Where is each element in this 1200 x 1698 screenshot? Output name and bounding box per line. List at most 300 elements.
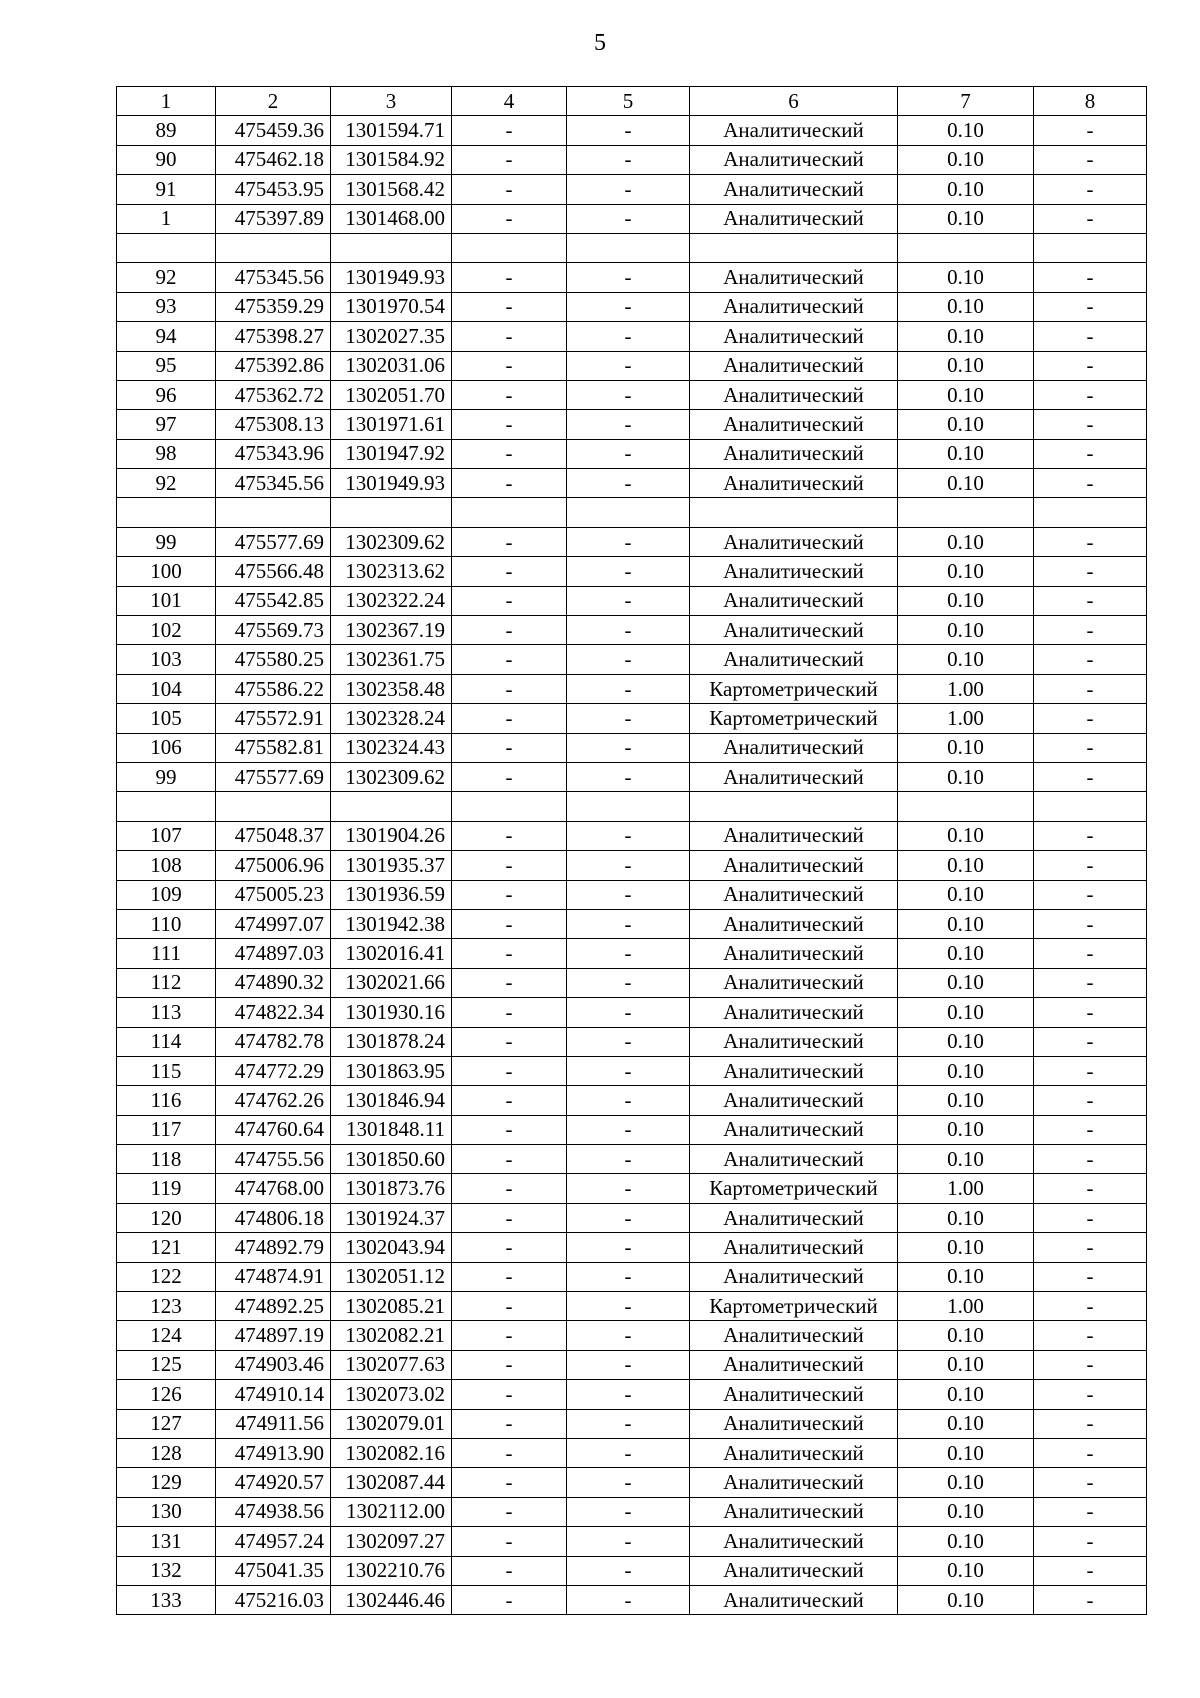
x-coordinate-cell: 475048.37 (216, 821, 331, 850)
col8-cell: - (1034, 1174, 1147, 1203)
col8-cell: - (1034, 1497, 1147, 1526)
method-cell: Аналитический (690, 998, 898, 1027)
x-coordinate-cell: 475216.03 (216, 1585, 331, 1614)
y-coordinate-cell: 1302324.43 (331, 733, 452, 762)
x-coordinate-cell: 475453.95 (216, 175, 331, 204)
table-row (117, 586, 1147, 615)
accuracy-cell: 0.10 (898, 380, 1034, 409)
x-coordinate-cell (216, 498, 331, 527)
col8-cell: - (1034, 145, 1147, 174)
method-cell: Аналитический (690, 322, 898, 351)
col8-cell: - (1034, 1585, 1147, 1614)
col8-cell: - (1034, 527, 1147, 556)
col4-cell: - (452, 1468, 567, 1497)
col4-cell: - (452, 1585, 567, 1614)
method-cell: Аналитический (690, 145, 898, 174)
col4-cell: - (452, 674, 567, 703)
y-coordinate-cell: 1302085.21 (331, 1292, 452, 1321)
x-coordinate-cell: 474938.56 (216, 1497, 331, 1526)
method-cell: Аналитический (690, 380, 898, 409)
x-coordinate-cell: 474760.64 (216, 1115, 331, 1144)
y-coordinate-cell: 1301850.60 (331, 1145, 452, 1174)
y-coordinate-cell (331, 792, 452, 821)
col4-cell: - (452, 469, 567, 498)
col5-cell: - (567, 851, 690, 880)
col8-cell: - (1034, 821, 1147, 850)
col4-cell: - (452, 1174, 567, 1203)
method-cell: Аналитический (690, 1409, 898, 1438)
col5-cell: - (567, 1350, 690, 1379)
accuracy-cell: 1.00 (898, 1174, 1034, 1203)
col8-cell: - (1034, 175, 1147, 204)
point-number-cell: 101 (117, 586, 216, 615)
point-number-cell: 110 (117, 909, 216, 938)
col5-cell: - (567, 762, 690, 791)
x-coordinate-cell: 475569.73 (216, 616, 331, 645)
point-number-cell: 89 (117, 116, 216, 145)
method-cell (690, 792, 898, 821)
accuracy-cell: 0.10 (898, 557, 1034, 586)
col4-cell: - (452, 439, 567, 468)
table-row (117, 527, 1147, 556)
x-coordinate-cell: 475459.36 (216, 116, 331, 145)
y-coordinate-cell: 1302361.75 (331, 645, 452, 674)
col5-cell: - (567, 909, 690, 938)
method-cell: Аналитический (690, 586, 898, 615)
accuracy-cell: 0.10 (898, 821, 1034, 850)
table-row (117, 1409, 1147, 1438)
col4-cell: - (452, 1145, 567, 1174)
method-cell: Аналитический (690, 1115, 898, 1144)
x-coordinate-cell (216, 233, 331, 262)
table-row (117, 498, 1147, 527)
x-coordinate-cell: 474897.03 (216, 939, 331, 968)
col5-cell: - (567, 527, 690, 556)
x-coordinate-cell: 474910.14 (216, 1380, 331, 1409)
header-cell: 6 (690, 87, 898, 116)
col5-cell: - (567, 1585, 690, 1614)
y-coordinate-cell: 1302446.46 (331, 1585, 452, 1614)
table-row (117, 557, 1147, 586)
x-coordinate-cell: 474762.26 (216, 1086, 331, 1115)
y-coordinate-cell: 1301949.93 (331, 263, 452, 292)
col4-cell: - (452, 1527, 567, 1556)
col8-cell: - (1034, 939, 1147, 968)
col8-cell: - (1034, 616, 1147, 645)
point-number-cell (117, 233, 216, 262)
x-coordinate-cell: 475005.23 (216, 880, 331, 909)
table-row (117, 263, 1147, 292)
col4-cell: - (452, 909, 567, 938)
y-coordinate-cell: 1301970.54 (331, 292, 452, 321)
col8-cell: - (1034, 1027, 1147, 1056)
point-number-cell: 123 (117, 1292, 216, 1321)
y-coordinate-cell: 1301468.00 (331, 204, 452, 233)
col4-cell: - (452, 527, 567, 556)
col4-cell: - (452, 557, 567, 586)
x-coordinate-cell: 475359.29 (216, 292, 331, 321)
point-number-cell: 126 (117, 1380, 216, 1409)
x-coordinate-cell: 474957.24 (216, 1527, 331, 1556)
table-row (117, 821, 1147, 850)
col8-cell: - (1034, 586, 1147, 615)
table-row (117, 645, 1147, 674)
col5-cell: - (567, 410, 690, 439)
col5-cell: - (567, 292, 690, 321)
y-coordinate-cell: 1301878.24 (331, 1027, 452, 1056)
point-number-cell: 116 (117, 1086, 216, 1115)
col8-cell: - (1034, 1321, 1147, 1350)
table-row (117, 439, 1147, 468)
method-cell: Аналитический (690, 1556, 898, 1585)
col4-cell: - (452, 1115, 567, 1144)
col5-cell: - (567, 998, 690, 1027)
accuracy-cell: 0.10 (898, 1497, 1034, 1526)
accuracy-cell: 0.10 (898, 1233, 1034, 1262)
col5-cell: - (567, 645, 690, 674)
x-coordinate-cell: 474892.79 (216, 1233, 331, 1262)
accuracy-cell: 0.10 (898, 116, 1034, 145)
col8-cell: - (1034, 1556, 1147, 1585)
accuracy-cell: 0.10 (898, 1585, 1034, 1614)
accuracy-cell (898, 792, 1034, 821)
point-number-cell: 93 (117, 292, 216, 321)
table-row (117, 380, 1147, 409)
x-coordinate-cell: 475577.69 (216, 762, 331, 791)
y-coordinate-cell: 1301594.71 (331, 116, 452, 145)
col8-cell: - (1034, 762, 1147, 791)
accuracy-cell: 0.10 (898, 998, 1034, 1027)
col5-cell: - (567, 1292, 690, 1321)
method-cell: Аналитический (690, 351, 898, 380)
accuracy-cell: 0.10 (898, 292, 1034, 321)
col8-cell: - (1034, 351, 1147, 380)
table-row (117, 1086, 1147, 1115)
col8-cell: - (1034, 116, 1147, 145)
col8-cell: - (1034, 322, 1147, 351)
col5-cell: - (567, 880, 690, 909)
table-row (117, 292, 1147, 321)
col4-cell: - (452, 145, 567, 174)
col8-cell: - (1034, 1350, 1147, 1379)
table-row (117, 1556, 1147, 1585)
col5-cell: - (567, 380, 690, 409)
table-row (117, 410, 1147, 439)
point-number-cell: 92 (117, 469, 216, 498)
header-cell: 3 (331, 87, 452, 116)
col4-cell (452, 498, 567, 527)
table-row (117, 1438, 1147, 1467)
table-row (117, 1585, 1147, 1614)
y-coordinate-cell: 1302313.62 (331, 557, 452, 586)
col5-cell: - (567, 1145, 690, 1174)
table-row (117, 1233, 1147, 1262)
col4-cell: - (452, 1086, 567, 1115)
x-coordinate-cell: 474913.90 (216, 1438, 331, 1467)
col5-cell: - (567, 1086, 690, 1115)
y-coordinate-cell: 1301873.76 (331, 1174, 452, 1203)
y-coordinate-cell: 1302328.24 (331, 704, 452, 733)
col4-cell: - (452, 263, 567, 292)
col4-cell: - (452, 204, 567, 233)
y-coordinate-cell: 1302112.00 (331, 1497, 452, 1526)
accuracy-cell: 0.10 (898, 1027, 1034, 1056)
accuracy-cell: 0.10 (898, 1409, 1034, 1438)
method-cell: Аналитический (690, 1145, 898, 1174)
header-cell: 7 (898, 87, 1034, 116)
y-coordinate-cell: 1302051.70 (331, 380, 452, 409)
col4-cell: - (452, 380, 567, 409)
method-cell: Аналитический (690, 410, 898, 439)
point-number-cell (117, 792, 216, 821)
method-cell: Аналитический (690, 527, 898, 556)
x-coordinate-cell: 475462.18 (216, 145, 331, 174)
accuracy-cell: 0.10 (898, 1556, 1034, 1585)
table-row (117, 1203, 1147, 1232)
x-coordinate-cell: 475580.25 (216, 645, 331, 674)
col8-cell: - (1034, 998, 1147, 1027)
point-number-cell: 111 (117, 939, 216, 968)
method-cell: Аналитический (690, 1380, 898, 1409)
point-number-cell: 90 (117, 145, 216, 174)
table-row (117, 1468, 1147, 1497)
col8-cell: - (1034, 1056, 1147, 1085)
method-cell: Аналитический (690, 1086, 898, 1115)
y-coordinate-cell: 1301924.37 (331, 1203, 452, 1232)
col5-cell: - (567, 968, 690, 997)
table-row (117, 204, 1147, 233)
col8-cell: - (1034, 557, 1147, 586)
col5-cell: - (567, 1380, 690, 1409)
point-number-cell: 106 (117, 733, 216, 762)
y-coordinate-cell: 1301942.38 (331, 909, 452, 938)
method-cell: Аналитический (690, 1350, 898, 1379)
method-cell: Аналитический (690, 762, 898, 791)
accuracy-cell: 0.10 (898, 733, 1034, 762)
table-row (117, 1321, 1147, 1350)
x-coordinate-cell: 474920.57 (216, 1468, 331, 1497)
accuracy-cell: 0.10 (898, 939, 1034, 968)
col4-cell: - (452, 645, 567, 674)
table-row (117, 1027, 1147, 1056)
table-row (117, 1292, 1147, 1321)
col5-cell: - (567, 674, 690, 703)
table-row (117, 616, 1147, 645)
col4-cell: - (452, 292, 567, 321)
accuracy-cell: 0.10 (898, 1262, 1034, 1291)
y-coordinate-cell: 1301935.37 (331, 851, 452, 880)
col5-cell: - (567, 1409, 690, 1438)
accuracy-cell: 0.10 (898, 175, 1034, 204)
col5-cell: - (567, 557, 690, 586)
col8-cell (1034, 792, 1147, 821)
header-cell: 1 (117, 87, 216, 116)
col5-cell: - (567, 1321, 690, 1350)
method-cell: Аналитический (690, 557, 898, 586)
accuracy-cell: 0.10 (898, 968, 1034, 997)
point-number-cell: 122 (117, 1262, 216, 1291)
point-number-cell: 112 (117, 968, 216, 997)
point-number-cell (117, 498, 216, 527)
table-row (117, 674, 1147, 703)
y-coordinate-cell: 1302073.02 (331, 1380, 452, 1409)
col5-cell: - (567, 1527, 690, 1556)
x-coordinate-cell: 475582.81 (216, 733, 331, 762)
method-cell (690, 233, 898, 262)
col5-cell: - (567, 1556, 690, 1585)
accuracy-cell (898, 233, 1034, 262)
col8-cell (1034, 498, 1147, 527)
col5-cell: - (567, 469, 690, 498)
table-row (117, 1380, 1147, 1409)
col4-cell: - (452, 1233, 567, 1262)
accuracy-cell: 0.10 (898, 1468, 1034, 1497)
col8-cell: - (1034, 439, 1147, 468)
col8-cell: - (1034, 1233, 1147, 1262)
x-coordinate-cell: 475041.35 (216, 1556, 331, 1585)
y-coordinate-cell: 1301949.93 (331, 469, 452, 498)
y-coordinate-cell: 1302358.48 (331, 674, 452, 703)
table-body (117, 116, 1147, 1615)
x-coordinate-cell: 474822.34 (216, 998, 331, 1027)
point-number-cell: 130 (117, 1497, 216, 1526)
method-cell: Аналитический (690, 909, 898, 938)
y-coordinate-cell: 1301971.61 (331, 410, 452, 439)
y-coordinate-cell: 1302016.41 (331, 939, 452, 968)
y-coordinate-cell: 1302051.12 (331, 1262, 452, 1291)
x-coordinate-cell: 475398.27 (216, 322, 331, 351)
col8-cell: - (1034, 1203, 1147, 1232)
accuracy-cell: 0.10 (898, 880, 1034, 909)
x-coordinate-cell: 474806.18 (216, 1203, 331, 1232)
method-cell: Аналитический (690, 1262, 898, 1291)
x-coordinate-cell: 474892.25 (216, 1292, 331, 1321)
table-row (117, 351, 1147, 380)
accuracy-cell: 0.10 (898, 586, 1034, 615)
method-cell: Аналитический (690, 821, 898, 850)
method-cell: Картометрический (690, 1174, 898, 1203)
method-cell: Картометрический (690, 674, 898, 703)
col4-cell: - (452, 821, 567, 850)
point-number-cell: 95 (117, 351, 216, 380)
table-row (117, 998, 1147, 1027)
x-coordinate-cell: 475362.72 (216, 380, 331, 409)
table-row (117, 1262, 1147, 1291)
point-number-cell: 104 (117, 674, 216, 703)
table-row (117, 116, 1147, 145)
point-number-cell: 113 (117, 998, 216, 1027)
accuracy-cell: 0.10 (898, 851, 1034, 880)
table-row (117, 880, 1147, 909)
header-row (117, 87, 1147, 116)
y-coordinate-cell: 1301904.26 (331, 821, 452, 850)
accuracy-cell: 0.10 (898, 645, 1034, 674)
method-cell: Аналитический (690, 968, 898, 997)
table-row (117, 1115, 1147, 1144)
x-coordinate-cell: 475572.91 (216, 704, 331, 733)
method-cell: Аналитический (690, 733, 898, 762)
point-number-cell: 121 (117, 1233, 216, 1262)
col8-cell: - (1034, 880, 1147, 909)
accuracy-cell: 0.10 (898, 145, 1034, 174)
accuracy-cell: 0.10 (898, 469, 1034, 498)
col4-cell: - (452, 1409, 567, 1438)
col4-cell: - (452, 1438, 567, 1467)
x-coordinate-cell: 474903.46 (216, 1350, 331, 1379)
method-cell: Аналитический (690, 1438, 898, 1467)
col8-cell: - (1034, 704, 1147, 733)
col5-cell (567, 233, 690, 262)
col4-cell: - (452, 733, 567, 762)
point-number-cell: 103 (117, 645, 216, 674)
method-cell: Аналитический (690, 292, 898, 321)
col8-cell: - (1034, 674, 1147, 703)
y-coordinate-cell: 1302077.63 (331, 1350, 452, 1379)
point-number-cell: 109 (117, 880, 216, 909)
col8-cell: - (1034, 1468, 1147, 1497)
col5-cell: - (567, 1262, 690, 1291)
x-coordinate-cell: 475308.13 (216, 410, 331, 439)
y-coordinate-cell: 1302021.66 (331, 968, 452, 997)
col4-cell: - (452, 116, 567, 145)
col5-cell: - (567, 821, 690, 850)
x-coordinate-cell: 474755.56 (216, 1145, 331, 1174)
method-cell: Аналитический (690, 1527, 898, 1556)
table-row (117, 469, 1147, 498)
col8-cell: - (1034, 1380, 1147, 1409)
method-cell: Аналитический (690, 1203, 898, 1232)
col5-cell: - (567, 439, 690, 468)
y-coordinate-cell: 1302043.94 (331, 1233, 452, 1262)
accuracy-cell: 0.10 (898, 527, 1034, 556)
col4-cell: - (452, 1292, 567, 1321)
y-coordinate-cell: 1302309.62 (331, 762, 452, 791)
col8-cell: - (1034, 1262, 1147, 1291)
col5-cell: - (567, 1174, 690, 1203)
col4-cell: - (452, 175, 567, 204)
col8-cell: - (1034, 1292, 1147, 1321)
method-cell: Аналитический (690, 116, 898, 145)
x-coordinate-cell: 475577.69 (216, 527, 331, 556)
point-number-cell: 94 (117, 322, 216, 351)
method-cell: Аналитический (690, 939, 898, 968)
accuracy-cell: 0.10 (898, 616, 1034, 645)
y-coordinate-cell: 1301930.16 (331, 998, 452, 1027)
method-cell: Картометрический (690, 704, 898, 733)
col4-cell: - (452, 1556, 567, 1585)
y-coordinate-cell: 1302079.01 (331, 1409, 452, 1438)
col4-cell: - (452, 1056, 567, 1085)
header-cell: 2 (216, 87, 331, 116)
col5-cell: - (567, 1115, 690, 1144)
accuracy-cell: 1.00 (898, 674, 1034, 703)
col8-cell: - (1034, 733, 1147, 762)
col5-cell: - (567, 204, 690, 233)
page-number: 5 (594, 30, 606, 56)
col4-cell: - (452, 1262, 567, 1291)
table-row (117, 1145, 1147, 1174)
y-coordinate-cell: 1302309.62 (331, 527, 452, 556)
y-coordinate-cell: 1301584.92 (331, 145, 452, 174)
col5-cell: - (567, 704, 690, 733)
x-coordinate-cell: 474874.91 (216, 1262, 331, 1291)
table-row (117, 704, 1147, 733)
col8-cell: - (1034, 204, 1147, 233)
y-coordinate-cell: 1302082.16 (331, 1438, 452, 1467)
col8-cell: - (1034, 1115, 1147, 1144)
point-number-cell: 99 (117, 527, 216, 556)
point-number-cell: 133 (117, 1585, 216, 1614)
